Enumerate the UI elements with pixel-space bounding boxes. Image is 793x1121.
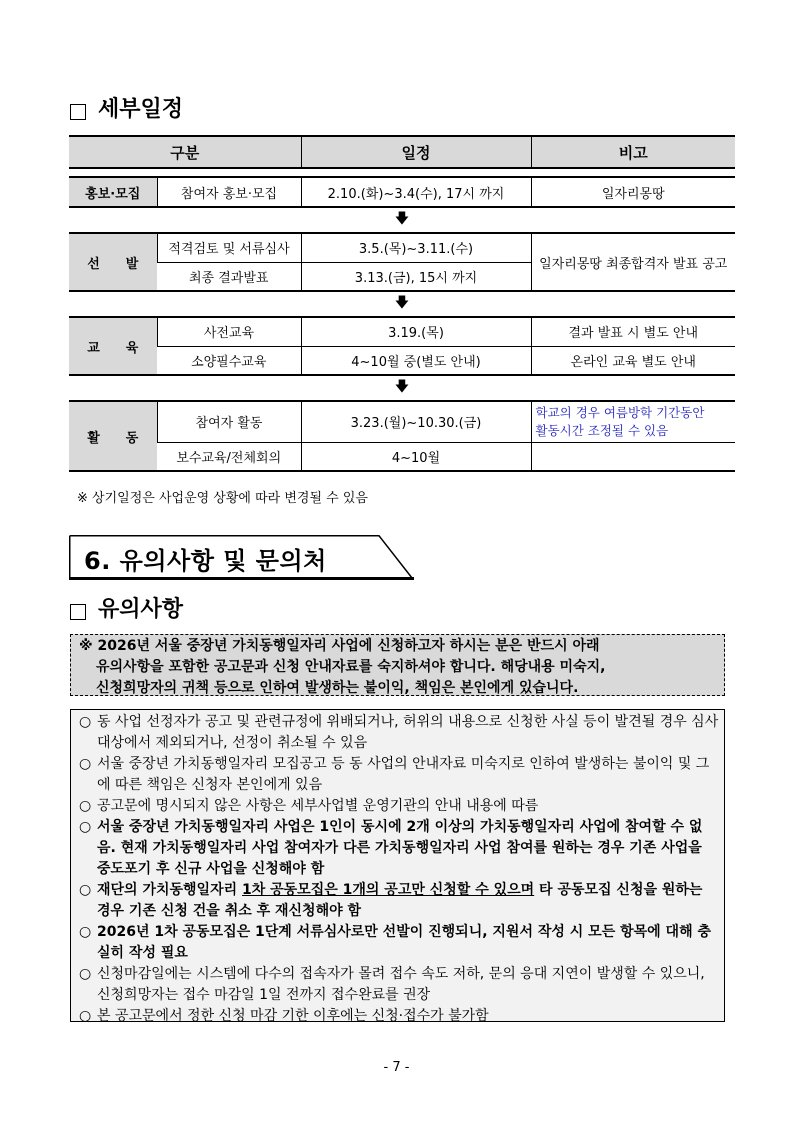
list-item (79, 922, 719, 964)
header-schedule: 일정 (301, 136, 531, 168)
list-item (79, 1006, 719, 1027)
list-item-text: 동 사업 선정자가 공고 및 관련규정에 위배되거나, 허위의 내용으로 신청한 사실 등이 발견될 경우 심사대상에서 제외되거나, 선정이 취소될 수 있음 (97, 714, 719, 751)
square-bullet-icon (70, 104, 86, 120)
header-category: 구분 (69, 136, 301, 168)
circle-bullet-icon: ○ (79, 882, 92, 898)
circle-bullet-icon: ○ (79, 714, 92, 730)
row-note: 온라인 교육 별도 안내 (531, 346, 735, 375)
schedule-table (69, 135, 735, 472)
down-arrow-icon: 🡇 (394, 295, 410, 311)
table-row (69, 177, 735, 207)
row-item: 소양필수교육 (157, 346, 301, 375)
row-date: 3.13.(금), 15시 까지 (301, 262, 531, 291)
list-item-text: 서울 중장년 가치동행일자리 사업은 1인이 동시에 2개 이상의 가치동행일자리 사업에 참여할 수 없음. 현재 가치동행일자리 사업 참여자가 다른 가치동행일자리 사업 참여를 원하는 경우 기존 사업을 중도포기 후 신규 사업을 신청해야 함 (97, 819, 703, 877)
circle-bullet-icon: ○ (79, 756, 92, 772)
list-item-text: 본 공고문에서 정한 신청 마감 기한 이후에는 신청·접수가 불가함 (97, 1008, 489, 1024)
list-item (79, 712, 719, 754)
row-label-selection: 선 발 (69, 233, 157, 291)
row-date: 3.19.(목) (301, 317, 531, 346)
row-label-activity: 활 동 (69, 401, 157, 471)
list-item (79, 964, 719, 1006)
list-item-text: 2026년 1차 공동모집은 1단계 서류심사로만 선발이 진행되니, 지원서 작성 시 모든 항목에 대해 충실히 작성 필요 (97, 924, 711, 961)
note-line: 활동시간 조정될 수 있음 (535, 422, 669, 438)
section-6-title: 6. 유의사항 및 문의처 (84, 547, 327, 575)
section-heading-notice (70, 592, 183, 623)
row-item: 사전교육 (157, 317, 301, 346)
circle-bullet-icon: ○ (79, 966, 92, 982)
notice-line: ※ 2026년 서울 중장년 가치동행일자리 사업에 신청하고자 하시는 분은 반드시 아래 (79, 638, 600, 654)
row-item: 참여자 홍보·모집 (157, 177, 301, 207)
row-date: 2.10.(화)~3.4(수), 17시 까지 (301, 177, 531, 207)
square-bullet-icon (70, 604, 86, 620)
note-line: 학교의 경우 여름방학 기간동안 (535, 404, 705, 420)
header-remarks: 비고 (531, 136, 735, 168)
row-item: 보수교육/전체회의 (157, 442, 301, 471)
table-header-row (69, 136, 735, 168)
table-row (69, 442, 735, 471)
schedule-footnote: ※ 상기일정은 사업운영 상황에 따라 변경될 수 있음 (77, 491, 368, 506)
text-part: 재단의 가치동행일자리 (97, 882, 242, 898)
row-label-promo: 홍보·모집 (69, 177, 157, 207)
list-item-text: 공고문에 명시되지 않은 사항은 세부사업별 운영기관의 안내 내용에 따름 (97, 798, 539, 814)
table-row (69, 346, 735, 375)
list-item (79, 754, 719, 796)
list-item (79, 817, 719, 880)
row-note: 일자리몽땅 (531, 177, 735, 207)
table-row (69, 317, 735, 346)
notice-list (70, 709, 725, 1022)
row-item: 참여자 활동 (157, 401, 301, 442)
table-row (69, 233, 735, 262)
list-item-text: 서울 중장년 가치동행일자리 모집공고 등 동 사업의 안내자료 미숙지로 인하여 발생하는 불이익 및 그에 따른 책임은 신청자 본인에게 있음 (97, 756, 710, 793)
row-item: 최종 결과발표 (157, 262, 301, 291)
row-note-blue (531, 401, 735, 442)
row-item: 적격검토 및 서류심사 (157, 233, 301, 262)
row-date: 4~10월 중(별도 안내) (301, 346, 531, 375)
page-number: - 7 - (383, 1060, 410, 1075)
down-arrow-icon: 🡇 (394, 211, 410, 227)
section-title: 유의사항 (98, 597, 184, 622)
row-date: 3.5.(목)~3.11.(수) (301, 233, 531, 262)
row-note: 결과 발표 시 별도 안내 (531, 317, 735, 346)
row-label-education: 교 육 (69, 317, 157, 375)
notice-line: 유의사항을 포함한 공고문과 신청 안내자료를 숙지하셔야 합니다. 해당내용 미숙지, (96, 659, 606, 675)
section-title: 세부일정 (98, 97, 184, 122)
underlined-text: 1차 공동모집은 1개의 공고만 신청할 수 있으며 (242, 882, 535, 898)
notice-line: 신청희망자의 귀책 등으로 인하여 발생하는 불이익, 책임은 본인에게 있습니다. (96, 680, 579, 696)
list-item (79, 796, 719, 817)
row-note (531, 442, 735, 471)
circle-bullet-icon: ○ (79, 924, 92, 940)
down-arrow-icon: 🡇 (394, 379, 410, 395)
circle-bullet-icon: ○ (79, 819, 92, 835)
circle-bullet-icon: ○ (79, 798, 92, 814)
row-note: 일자리몽땅 최종합격자 발표 공고 (531, 233, 735, 291)
notice-box (70, 634, 725, 696)
list-item-text (97, 880, 719, 922)
row-date: 3.23.(월)~10.30.(금) (301, 401, 531, 442)
list-item-text: 신청마감일에는 시스템에 다수의 접속자가 몰려 접수 속도 저하, 문의 응대 지연이 발생할 수 있으니, 신청희망자는 접수 마감일 1일 전까지 접수완료를 권장 (97, 966, 705, 1003)
section-heading-schedule (70, 92, 183, 123)
row-date: 4~10월 (301, 442, 531, 471)
list-item (79, 880, 719, 922)
section-banner (69, 535, 414, 580)
text-part: 타 공동모집 신청을 원하는 경우 기존 신청 건을 취소 후 재신청해야 함 (97, 882, 703, 919)
table-row (69, 401, 735, 442)
circle-bullet-icon: ○ (79, 1008, 92, 1024)
